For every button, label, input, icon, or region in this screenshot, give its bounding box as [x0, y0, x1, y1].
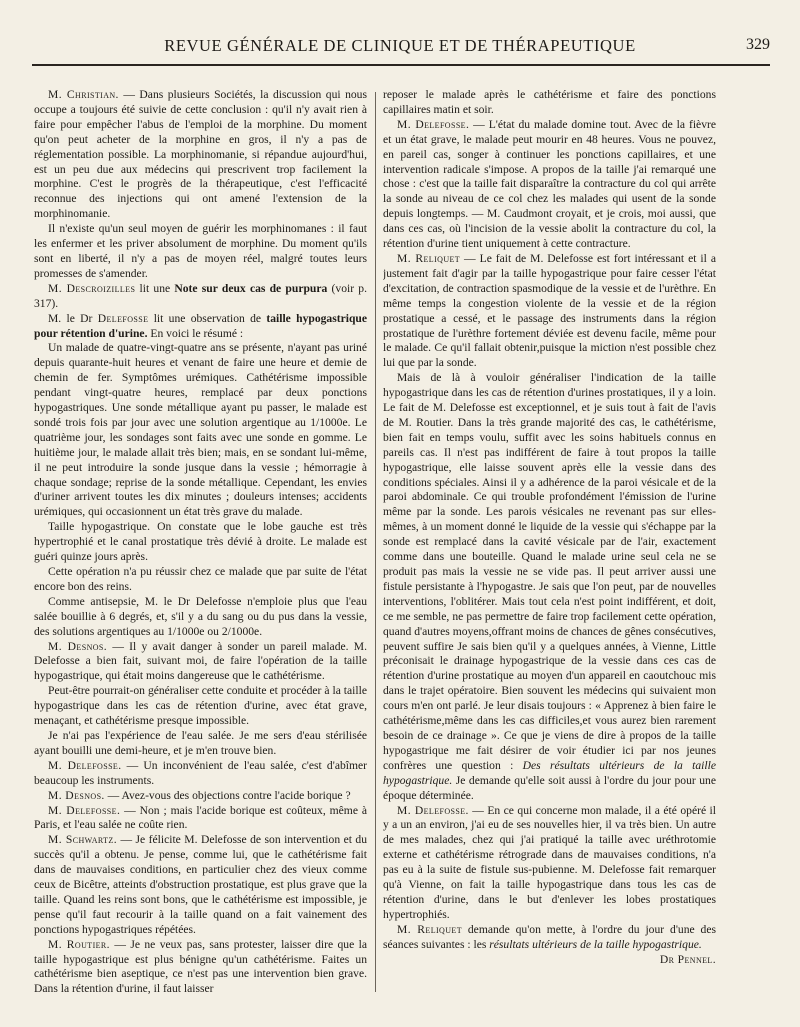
- left-column: [34, 88, 367, 998]
- paragraph-text: — Un inconvénient de l'eau salée, c'est d'abîmer beaucoup les instruments.: [34, 758, 367, 787]
- note-title: Note sur deux cas de purpura: [174, 281, 328, 295]
- paragraph: Cette opération n'a pu réussir chez ce malade que par suite de l'état encore bon des reins.: [34, 565, 367, 593]
- paragraph: [34, 789, 367, 804]
- paragraph: [383, 252, 716, 371]
- paragraph-continuation: reposer le malade après le cathétérisme et faire des ponctions capillaires matin et soir.: [383, 88, 716, 116]
- paragraph: [34, 640, 367, 685]
- paragraph-text: En voici le résumé :: [147, 326, 244, 340]
- right-column: [383, 88, 716, 998]
- signature: Dr Pennel.: [659, 952, 716, 966]
- paragraph-text: — Je ne veux pas, sans protester, laisser dire que la taille hypogastrique est plus bénigne qu'un cathétérisme. Faites un cathétérisme bien aseptique, ce n'est pas une intervention bien grave. Dans la rétention d'urine, il faut laisser: [34, 937, 367, 996]
- paragraph: [383, 923, 716, 953]
- speaker-name: M. Desnos.: [48, 788, 105, 802]
- speaker-name: M. Schwartz.: [48, 833, 117, 847]
- italic-topic: résultats ultérieurs de la taille hypogastrique.: [489, 937, 702, 951]
- page-header: [30, 36, 770, 62]
- paragraph: [34, 88, 367, 222]
- speaker-name: Delefosse: [97, 311, 149, 325]
- speaker-name: M. Delefosse.: [48, 803, 121, 817]
- page-number: 329: [746, 36, 770, 53]
- paragraph: [34, 938, 367, 998]
- observation-title: taille hypogastrique pour rétention d'urine.: [34, 311, 367, 340]
- speaker-name: M. Routier.: [48, 937, 110, 951]
- speaker-name: M. Christian.: [48, 88, 119, 101]
- paragraph-text: — Il y avait danger à sonder un pareil malade. M. Delefosse a bien fait, suivant moi, de faire l'opération de la taille hypogastrique, qui était moins dangereuse que le cathétérisme.: [34, 639, 367, 683]
- paragraph-text: lit une observation de: [148, 311, 267, 325]
- paragraph: Peut-être pourrait-on généraliser cette conduite et procéder à la taille hypogastrique dans les cas de rétention d'urine, avec état grave, menaçant, et cathétérisme presque impossible.: [34, 684, 367, 728]
- paragraph: [34, 804, 367, 834]
- paragraph: Je n'ai pas l'expérience de l'eau salée. Je me sers d'eau stérilisée ayant bouilli une demi-heure, et je m'en trouve bien.: [34, 728, 367, 757]
- paragraph-text: — Je félicite M. Delefosse de son intervention et du succès qu'il a obtenu. Je pense, comme lui, que le cathétérisme fait dans de mauvaises conditions, en particulier chez des vieux comme ceux de Bicêtre, atteints d'obstruction prostatique, est plus grave que la taille. Quand les reins sont bons, que le cathétérisme est impossible, je pense qu'il faut recourir à la taille quand on a fait vainement des ponctions hypogastriques répétées.: [34, 833, 367, 936]
- paragraph-text: — Le fait de M. Delefosse est fort intéressant et il a justement fait d'agir par la taille hypogastrique pour faire cesser l'état d'excitation, de contraction spasmodique de la vessie et de l'urèthre. En même temps la congestion violente de la vessie et de la région prostatique a cessé, et le passage des instruments dans la région prostatique de l'urèthre fortement déviée est devenu facile, même pour le malade. Ce qu'il fallait obtenir,puisque la miction n'est possible chez lui que par la sonde.: [383, 251, 716, 370]
- paragraph-text: (voir p. 317).: [34, 281, 367, 310]
- paragraph: Comme antisepsie, M. le Dr Delefosse n'emploie plus que l'eau salée bouillie à 6 degrés, et, s'il y a du sang ou du pus dans la vessie, des solutions argentiques au 1/1000e ou 2/1000e.: [34, 594, 367, 638]
- paragraph: Un malade de quatre-vingt-quatre ans se présente, n'ayant pas uriné depuis quarante-huit heures et venant de faire une heure et demie de chemin de fer. Symptômes urémiques. Cathétérisme impossible pendant vingt-quatre heures, remplacé par deux ponctions hypogastriques. Une sonde métallique ayant pu passer, le malade est sondé trois fois par jour avec une solution argentique au 1/1000e. Le quatrième jour, les sondages sont faits avec une sonde en gomme. Le huitième jour, le malade allait très bien; mais, en se sondant lui-même, il ne peut introduire la sonde jusque dans la vessie ; hémorragie à chaque sondage; reprise de la sonde métallique. Cependant, les envies d'uriner arrivent toutes les dix minutes ; douleurs intenses; accidents urémiques, qui occasionnent un état très grave du malade.: [34, 341, 367, 519]
- paragraph: Il n'existe qu'un seul moyen de guérir les morphinomanes : il faut les enfermer et les priver absolument de morphine. Du moment qu'ils sont en liberté, il n'y a pas de moyen réel, malgré toutes leurs promesses de s'amender.: [34, 222, 367, 280]
- paragraph: [34, 312, 367, 342]
- italic-question: Des résultats ultérieurs de la taille hypogastrique.: [383, 758, 716, 787]
- column-divider: [375, 92, 376, 992]
- paragraph-text: Je demande qu'elle soit aussi à l'ordre du jour pour une époque déterminée.: [383, 773, 716, 802]
- paragraph-text: — Avez-vous des objections contre l'acide borique ?: [104, 788, 351, 802]
- speaker-name: M. Delefosse.: [48, 758, 122, 772]
- paragraph-text: — L'état du malade domine tout. Avec de la fièvre et un état grave, le malade peut mourir en 48 heures. Vous ne pouvez, en pareil cas, songer à continuer les ponctions capillaires, et une intervention radicale s'impose. A propos de la taille j'ai remarqué une chose : c'est que la taille fait disparaître la contracture du col qui arrête la sonde au niveau de ce col chez les malades qui usent de la sonde depuis longtemps. — M. Caudmont croyait, et je crois, moi aussi, que dans ces cas, où l'incision de la vessie abolit la contracture du col, la rétention d'urine tient uniquement à cette contracture.: [383, 117, 716, 251]
- paragraph: [34, 759, 367, 789]
- paragraph-text: — Non ; mais l'acide borique est coûteux, même à Paris, et l'eau salée ne coûte rien.: [34, 803, 367, 832]
- speaker-name: M. Reliquet: [397, 922, 462, 936]
- speaker-name: M. Desnos.: [48, 639, 108, 653]
- header-rule: [32, 64, 770, 66]
- paragraph-text: demande qu'on mette, à l'ordre du jour d'une des séances suivantes : les: [383, 922, 716, 951]
- speaker-name: M. Delefosse.: [397, 803, 469, 817]
- paragraph: Taille hypogastrique. On constate que le lobe gauche est très hypertrophié et le canal prostatique très dévié à droite. Le malade est guéri quinze jours après.: [34, 520, 367, 564]
- paragraph: [34, 833, 367, 937]
- speaker-name: M. Reliquet: [397, 251, 461, 265]
- paragraph: [383, 371, 716, 803]
- speaker-name: M. Descroizilles: [48, 281, 136, 295]
- paragraph-text: — Dans plusieurs Sociétés, la discussion qui nous occupe a toujours été suivie de cette conclusion : qu'il n'y avait rien à faire pour empêcher l'abus de l'emploi de la morphine. Du moment qu'on peut acheter de la morphine en gros, il n'y a pas de réglementation possible. La morphinomanie, si répandue aujourd'hui, est un peu due aux médecins qui prescrivent trop facilement la morphine. C'est le progrès de la thérapeutique, c'est l'efficacité reconnue des injections qui ont amené l'extension de la morphinomanie.: [34, 88, 367, 221]
- paragraph-text: lit une: [135, 281, 175, 295]
- paragraph: [383, 118, 716, 252]
- paragraph: [383, 804, 716, 923]
- speaker-name: M. Delefosse.: [397, 117, 470, 131]
- paragraph-text: M. le Dr: [48, 311, 98, 325]
- paragraph: [34, 282, 367, 312]
- paragraph-text: Mais de là à vouloir généraliser l'indication de la taille hypogastrique dans les cas de rétention d'urines prostatiques, il y a loin. Le fait de M. Delefosse est exceptionnel, et je suis tout à fait de l'avis de M. Routier. Dans la très grande majorité des cas, le cathétérisme, bien fait en temps voulu, suffit avec les soins habituels connus en pareils cas. Il n'est pas indifférent de faire à tout propos la taille hypogastrique, elle laisse souvent après elle la vessie dans des conditions spéciales. Ainsi il y a adhérence de la paroi vésicale et de la paroi abdominale. Ce qui trouble profondément l'émission de l'urine même par la sonde. Les parois vésicales ne revenant pas sur elles-mêmes, à un moment donné le liquide de la vessie qui s'échappe par la sonde est remplacé dans la cavité vésicale par de l'air, exactement comme dans une bouteille. Quand le malade urine seul cela ne se produit pas mais la vessie ne se vide pas. Il peut arriver aussi une fistule persistante à l'hypogastre. Je sais que l'on peut, par de nouvelles interventions, l'oblitérer. Mais tout cela n'est point indifférent, et doit, ce me semble, ne pas permettre de faire trop facilement cette opération, quand d'autres moyens,offrant moins de chances de gênes consécutives, peuvent suffire Je sais bien qu'il y a quelques années, à Vienne, Little préconisait le drainage hypogastrique de la vessie dans ces cas de rétention d'urine prostatique au moyen d'un appareil en caoutchouc mis dans le trajet opératoire. Bien souvent les médecins qui suivaient mon cours m'en ont parlé. Je leur disais toujours : « Apprenez à bien faire le cathétérisme,même dans les cas difficiles,et vous aurez bien rarement besoin de ce drainage ». Ce que je viens de dire à propos de la taille hypogastrique me fait désirer de voir étudier ici par nos jeunes confrères une question :: [383, 371, 716, 772]
- running-title: REVUE GÉNÉRALE DE CLINIQUE ET DE THÉRAPEUTIQUE: [164, 36, 636, 55]
- paragraph-text: — En ce qui concerne mon malade, il a été opéré il y a un an environ, j'ai eu de ses nouvelles hier, il va très bien. Un autre de mes malades, chez qui j'ai pratiqué la taille avec uréthrotomie externe et cathétérisme rétrograde dans de mauvaises conditions, n'a pas eu à la suite de fistule sus-pubienne. M. Delefosse fait remarquer qu'à Vienne, on fait la taille hypogastrique dans tous les cas de rétention d'urine, dans le but d'enlever les lobes prostatiques hypertrophiés.: [383, 803, 716, 921]
